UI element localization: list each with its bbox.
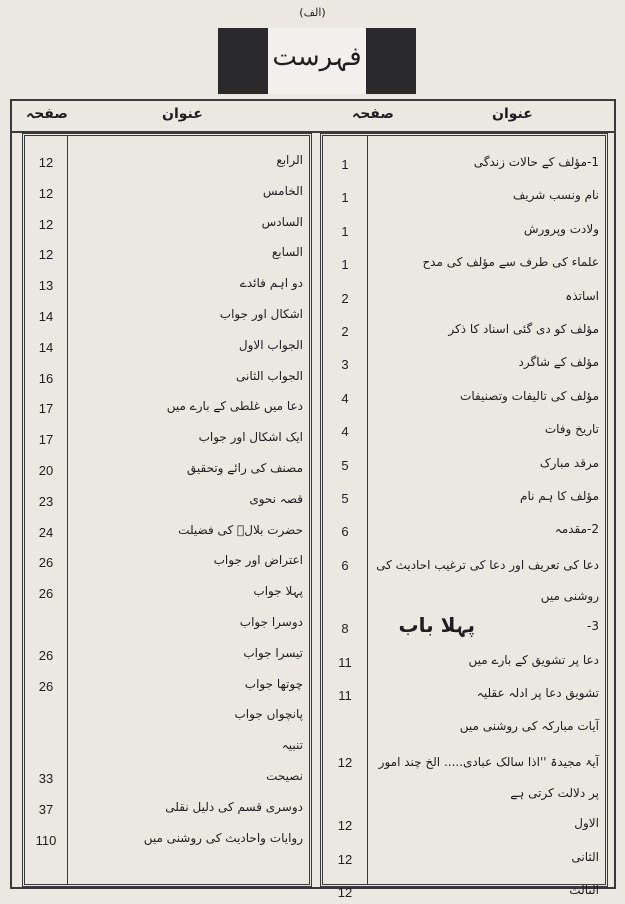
entry-title: مصنف کی رائے وتحقیق — [186, 461, 303, 475]
entry-page: 6 — [341, 557, 349, 573]
entry-page: 12 — [38, 216, 54, 232]
left-panel — [22, 133, 312, 887]
entry-title: تنبیہ — [281, 738, 303, 753]
entry-page: 3 — [341, 357, 349, 373]
entry-title: پہلا جواب — [253, 584, 303, 599]
entry-page: 5 — [341, 491, 349, 506]
entry-title: مؤلف کا ہم نام — [520, 489, 599, 503]
entry-page: 1 — [341, 257, 349, 273]
title-block-right — [366, 28, 416, 94]
entry-page: 1 — [341, 223, 349, 239]
entry-title: الثالث — [569, 883, 599, 897]
entry-title: پہلا باب — [398, 613, 475, 638]
header-topic-left: عنوان — [162, 106, 203, 122]
entry-title: قصہ نحوی — [249, 491, 303, 506]
right-panel — [320, 133, 608, 900]
entry-title: دو اہم فائدے — [239, 276, 303, 291]
entry-page: 24 — [38, 524, 54, 540]
table-header — [12, 101, 614, 133]
entry-page: 26 — [38, 678, 54, 694]
entry-title: السادس — [261, 214, 303, 229]
entry-page: 2 — [341, 324, 349, 339]
entry-title: ایک اشکال اور جواب — [198, 430, 303, 445]
entry-title: مؤلف کے شاگرد — [518, 355, 599, 370]
entry-page: 33 — [38, 771, 54, 786]
entry-title: دعا کی تعریف اور دعا کی ترغیب احادیث کی روشنی میں — [376, 557, 599, 603]
entry-title: 1-مؤلف کے حالات زندگی — [473, 155, 599, 169]
entry-title: الرابع — [276, 153, 303, 167]
entry-page: 20 — [38, 463, 54, 478]
entry-title: دوسرا جواب — [239, 615, 303, 629]
entry-page: 26 — [38, 586, 54, 602]
entry-title: چوتھا جواب — [244, 676, 303, 691]
entry-page: 13 — [38, 278, 54, 294]
entry-page: 5 — [341, 457, 349, 473]
entry-page: 6 — [341, 524, 349, 540]
contents-table — [10, 99, 616, 900]
header-topic-right: عنوان — [492, 106, 533, 122]
entry-page: 4 — [341, 424, 349, 440]
entry-page: 110 — [35, 832, 57, 848]
entry-page: 1 — [341, 190, 349, 206]
entry-page: 4 — [341, 390, 349, 406]
entry-page: 16 — [38, 370, 54, 386]
entry-title: تاریخ وفات — [544, 422, 599, 437]
header-page-right: صفحہ — [352, 106, 394, 122]
entry-title: پانچواں جواب — [234, 707, 303, 722]
header-page-left: صفحہ — [26, 106, 68, 122]
entry-title: اساتذہ — [565, 288, 599, 303]
entry-title: دوسری قسم کی دلیل نقلی — [165, 799, 303, 814]
entry-title: آیۃ مجیدۃ ''اذا سالک عبادی..... الخ چند امور پر دلالت کرتی ہے — [378, 754, 599, 800]
entry-page: 26 — [38, 647, 54, 663]
entry-page: 2 — [341, 290, 349, 306]
entry-page: 11 — [338, 688, 352, 703]
entry-page: 23 — [38, 493, 54, 509]
page-column — [323, 136, 368, 884]
entry-title: الجواب الثانی — [236, 368, 303, 383]
entry-title: روایات واحادیث کی روشنی میں — [143, 830, 303, 845]
entry-title: حضرت بلالؓ کی فضیلت — [178, 522, 303, 537]
entry-page: 14 — [38, 309, 54, 324]
entry-page: 12 — [38, 247, 54, 263]
entry-page: 12 — [337, 851, 353, 867]
entry-page: 11 — [338, 654, 352, 670]
entry-page: 26 — [38, 555, 54, 571]
entry-title: الثانی — [571, 849, 599, 864]
entry-title: نصیحت — [266, 769, 303, 783]
entry-title: مؤلف کو دی گئی اسناد کا ذکر — [448, 322, 599, 336]
entry-page: 37 — [38, 801, 54, 817]
entry-title: نام ونسب شریف — [512, 188, 599, 203]
entry-title: تشویق دعا پر ادلہ عقلیہ — [476, 686, 599, 700]
entry-page: 12 — [38, 185, 54, 201]
title-block-left — [218, 28, 268, 94]
entry-title: اشکال اور جواب — [219, 307, 303, 321]
entry-page: 12 — [38, 155, 54, 170]
entry-page: 14 — [38, 339, 54, 355]
entry-title: علماء کی طرف سے مؤلف کی مدح — [422, 255, 599, 270]
entry-page: 12 — [337, 754, 353, 770]
entry-title: اعتراض اور جواب — [213, 553, 303, 568]
entry-page: 17 — [38, 401, 54, 417]
entry-title: ولادت وپرورش — [523, 221, 599, 236]
entry-page: 8 — [341, 621, 349, 637]
entry-title: دعا پر تشویق کے بارے میں — [468, 652, 599, 667]
entry-prefix: -3 — [587, 619, 599, 634]
entry-page: 12 — [337, 818, 353, 834]
entry-page: 1 — [341, 157, 349, 172]
entry-title: دعا میں غلطی کے بارے میں — [166, 399, 303, 414]
page-number-mark: (الف) — [299, 6, 326, 19]
entry-title: الاول — [574, 816, 599, 831]
entry-title: مؤلف کی تالیفات وتصنیفات — [460, 388, 599, 403]
entry-title: آیات مبارکہ کی روشنی میں — [459, 719, 599, 734]
entry-title: الجواب الاول — [238, 337, 303, 352]
entry-title: 2-مقدمہ — [554, 522, 599, 537]
title-banner — [218, 28, 416, 94]
entry-title: الخامس — [262, 183, 303, 198]
entry-title: السابع — [271, 245, 303, 260]
entry-page: 12 — [337, 885, 353, 900]
entry-title: تیسرا جواب — [243, 645, 303, 660]
entry-page: 17 — [38, 432, 54, 448]
entry-title: مرقد مبارک — [539, 455, 599, 470]
page-title: فہرست — [272, 42, 362, 72]
